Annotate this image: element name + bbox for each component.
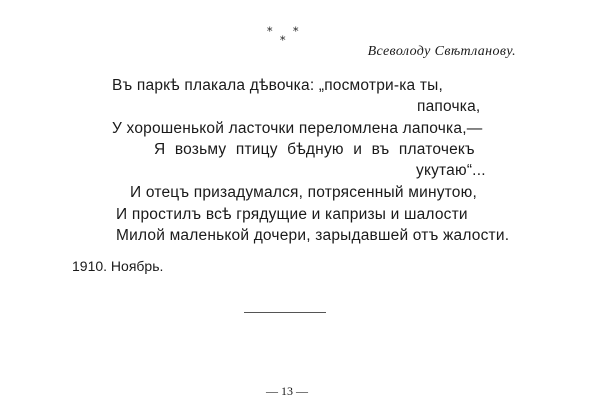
date-line: 1910. Ноябрь.	[72, 258, 164, 274]
poem-line: папочка,	[417, 98, 481, 115]
dedication: Всеволоду Свѣтланову.	[367, 44, 516, 59]
asterisk: *	[293, 25, 299, 38]
divider-rule	[244, 312, 326, 313]
poem-line: У хорошенькой ласточки переломлена лапочка,—	[112, 120, 483, 137]
poem-line: И простилъ всѣ грядущие и капризы и шалости	[116, 206, 468, 223]
asterisk: *	[280, 34, 286, 47]
poem-line: укутаю“...	[416, 162, 486, 179]
poem-line: Милой маленькой дочери, зарыдавшей отъ жалости.	[116, 227, 510, 244]
poem-line: Въ паркѣ плакала дѣвочка: „посмотри-ка ты,	[112, 77, 444, 94]
page-number: — 13 —	[266, 384, 308, 398]
poem-line: И отецъ призадумался, потрясенный минутою,	[130, 184, 477, 201]
asterism-ornament	[264, 26, 304, 48]
asterisk: *	[267, 25, 273, 38]
poem-line: Я возьму птицу бѣдную и въ платочекъ	[154, 141, 475, 158]
